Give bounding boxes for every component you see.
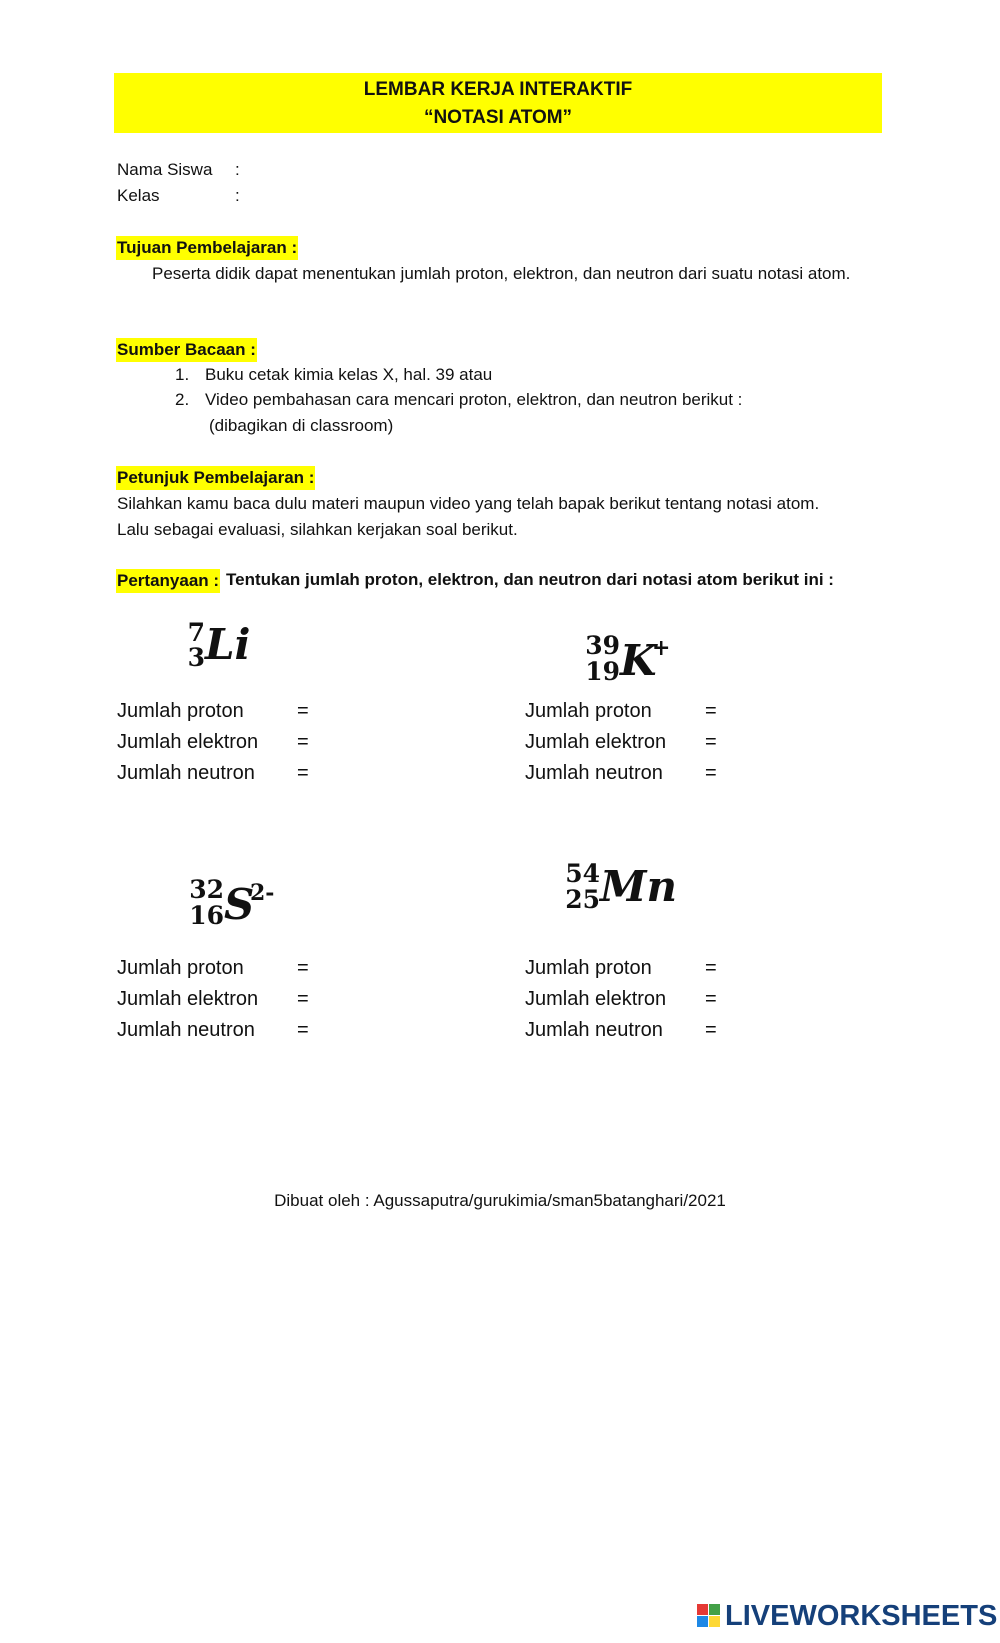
footer-credit: Dibuat oleh : Agussaputra/gurukimia/sman5batanghari/2021 — [274, 1191, 726, 1210]
atom-k-atomic-number: 19 — [585, 657, 620, 686]
atom-s-mass-number: 32 — [189, 875, 224, 904]
atom4-neutron-label: Jumlah neutron — [525, 1019, 663, 1041]
atom2-elektron-row — [525, 731, 717, 754]
atom1-elektron-equals: = — [297, 731, 309, 753]
atom-k-mass-number: 39 — [585, 631, 620, 660]
atom-s-symbol: S — [224, 880, 255, 929]
atom4-neutron-equals: = — [705, 1019, 717, 1041]
atom1-proton-row — [117, 700, 309, 723]
student-class-label: Kelas — [117, 186, 160, 205]
atom4-proton-row — [525, 957, 717, 980]
student-name-field — [117, 160, 240, 180]
question-text: Tentukan jumlah proton, elektron, dan neutron dari notasi atom berikut ini : — [226, 570, 834, 589]
sources-heading: Sumber Bacaan : — [116, 338, 257, 362]
atom2-neutron-equals: = — [705, 762, 717, 784]
atom-mn-atomic-number: 25 — [565, 885, 600, 914]
title-line-1: LEMBAR KERJA INTERAKTIF — [363, 79, 633, 100]
atom-notation-li — [185, 620, 275, 676]
atom3-elektron-equals: = — [297, 988, 309, 1010]
atom-li-atomic-number: 3 — [187, 643, 205, 672]
atom2-elektron-label: Jumlah elektron — [525, 731, 667, 753]
sources-note: (dibagikan di classroom) — [209, 416, 394, 435]
atom1-elektron-row — [117, 731, 309, 754]
atom1-elektron-label: Jumlah elektron — [117, 731, 259, 753]
atom3-neutron-label: Jumlah neutron — [117, 1019, 255, 1041]
atom3-neutron-equals: = — [297, 1019, 309, 1041]
atom2-proton-row — [525, 700, 717, 723]
question-label: Pertanyaan : — [116, 569, 220, 593]
student-class-colon: : — [235, 186, 240, 205]
atom4-proton-label: Jumlah proton — [525, 957, 652, 979]
atom1-neutron-label: Jumlah neutron — [117, 762, 255, 784]
atom4-neutron-row — [525, 1019, 717, 1042]
sources-item-2-number: 2. — [175, 390, 190, 409]
sources-item-2-text: Video pembahasan cara mencari proton, elektron, dan neutron berikut : — [205, 390, 743, 409]
atom1-neutron-row — [117, 762, 309, 785]
atom-k-charge: + — [652, 635, 671, 661]
atom4-proton-equals: = — [705, 957, 717, 979]
atom-notation-k — [582, 633, 692, 689]
atom4-elektron-equals: = — [705, 988, 717, 1010]
sources-item-1-text: Buku cetak kimia kelas X, hal. 39 atau — [205, 365, 493, 384]
title-banner — [114, 73, 882, 133]
atom2-proton-label: Jumlah proton — [525, 700, 652, 722]
atom-s-atomic-number: 16 — [189, 901, 224, 930]
objective-text: Peserta didik dapat menentukan jumlah proton, elektron, dan neutron dari suatu notasi atom. — [152, 264, 851, 283]
title-line-2: “NOTASI ATOM” — [423, 107, 573, 128]
student-name-colon: : — [235, 160, 240, 179]
atom-k-symbol: K — [620, 636, 657, 685]
atom-notation-s — [186, 877, 296, 933]
atom-mn-symbol: Mn — [600, 862, 678, 911]
atom3-neutron-row — [117, 1019, 309, 1042]
atom3-elektron-label: Jumlah elektron — [117, 988, 259, 1010]
atom-notation-mn — [562, 861, 682, 917]
atom1-proton-equals: = — [297, 700, 309, 722]
atom3-elektron-row — [117, 988, 309, 1011]
instructions-heading: Petunjuk Pembelajaran : — [116, 466, 315, 490]
atom-li-mass-number: 7 — [187, 618, 205, 647]
atom1-neutron-equals: = — [297, 762, 309, 784]
atom1-proton-label: Jumlah proton — [117, 700, 244, 722]
atom-mn-mass-number: 54 — [565, 859, 600, 888]
atom4-elektron-row — [525, 988, 717, 1011]
atom3-proton-row — [117, 957, 309, 980]
atom-s-charge: 2- — [250, 880, 275, 906]
atom3-proton-label: Jumlah proton — [117, 957, 244, 979]
atom4-elektron-label: Jumlah elektron — [525, 988, 667, 1010]
instructions-line-2: Lalu sebagai evaluasi, silahkan kerjakan soal berikut. — [117, 520, 518, 539]
student-name-label: Nama Siswa — [117, 160, 213, 179]
atom2-proton-equals: = — [705, 700, 717, 722]
atom2-neutron-label: Jumlah neutron — [525, 762, 663, 784]
sources-item-1-number: 1. — [175, 365, 190, 384]
logo-blocks-icon — [697, 1604, 721, 1628]
instructions-line-1: Silahkan kamu baca dulu materi maupun video yang telah bapak berikut tentang notasi atom. — [117, 494, 820, 513]
student-class-field — [117, 186, 240, 206]
objective-heading: Tujuan Pembelajaran : — [116, 236, 298, 260]
atom-li-symbol: Li — [205, 620, 251, 669]
atom3-proton-equals: = — [297, 957, 309, 979]
logo-wordmark: LIVEWORKSHEETS — [725, 1600, 998, 1632]
atom2-neutron-row — [525, 762, 717, 785]
atom2-elektron-equals: = — [705, 731, 717, 753]
